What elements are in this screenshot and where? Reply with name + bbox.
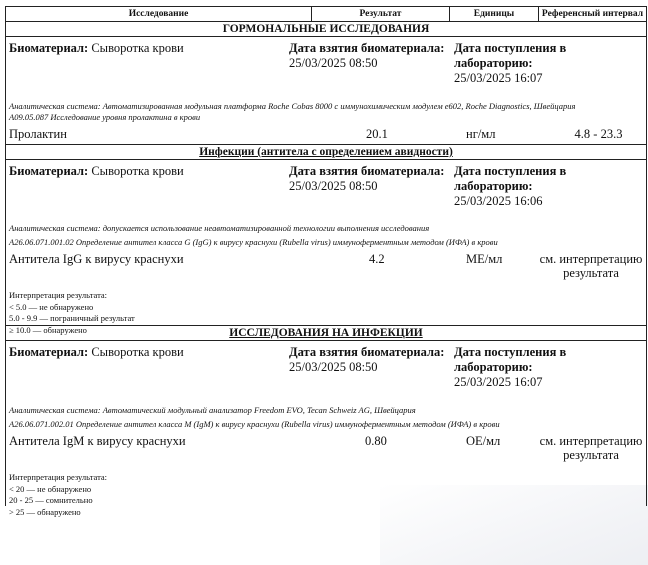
- section-title: ИССЛЕДОВАНИЯ НА ИНФЕКЦИИ: [6, 326, 646, 341]
- result-value: 4.2: [369, 252, 385, 266]
- method-code: A26.06.071.002.01 Определение антител класса M (IgM) к вирусу краснухи (Rubella virus) иммуноферментным методом (ИФА) в крови: [9, 419, 500, 429]
- received-label: Дата поступления в лабораторию:: [454, 164, 567, 193]
- received-value: 25/03/2025 16:07: [454, 71, 543, 85]
- interpretation-line: < 5.0 — не обнаружено: [9, 301, 94, 312]
- analytic-system: Аналитическая система: Автоматический модульный анализатор Freedom EVO, Tecan Schweiz AG, Швейцария: [9, 405, 416, 415]
- taken-value: 25/03/2025 08:50: [289, 360, 378, 374]
- analytic-system: Аналитическая система: Автоматизированная модульная платформа Roche Cobas 8000 с иммунохимическим модулем e602, Roche Diagnostics, Швейцария: [9, 101, 576, 111]
- bio-label: Биоматериал:: [9, 164, 89, 178]
- received-value: 25/03/2025 16:06: [454, 194, 543, 208]
- bio-value: Сыворотка крови: [91, 41, 184, 55]
- interpretation: [6, 472, 646, 518]
- biomaterial-row: [6, 345, 646, 390]
- bio-value: Сыворотка крови: [91, 164, 184, 178]
- interpretation-line: 20 - 25 — сомнительно: [9, 495, 93, 505]
- taken-label: Дата взятия биоматериала:: [289, 164, 445, 178]
- test-name: Пролактин: [9, 127, 67, 141]
- section-title: Инфекции (антитела с определением авидности): [6, 145, 646, 160]
- test-name: Антитела IgG к вирусу краснухи: [9, 252, 184, 266]
- interpretation-line: Интерпретация результата:: [9, 472, 108, 482]
- result-row: [6, 434, 646, 462]
- result-value: 0.80: [365, 434, 387, 448]
- method-code: A26.06.071.001.02 Определение антител класса G (IgG) к вирусу краснухи (Rubella virus) иммуноферментным методом (ИФА) в крови: [9, 237, 498, 247]
- section-infections: [5, 325, 647, 517]
- test-name: Антитела IgM к вирусу краснухи: [9, 434, 186, 448]
- header-ref: Референсный интервал: [541, 9, 644, 19]
- result-value: 20.1: [366, 127, 388, 141]
- bio-label: Биоматериал:: [9, 41, 89, 55]
- reference-range: см. интерпретацию результата: [539, 252, 643, 280]
- section-hormonal: [5, 22, 647, 144]
- table-header: [5, 6, 647, 22]
- taken-value: 25/03/2025 08:50: [289, 179, 378, 193]
- result-row: [6, 252, 646, 280]
- biomaterial-row: [6, 164, 646, 209]
- biomaterial-row: [6, 41, 646, 86]
- lab-results-page: [5, 6, 647, 517]
- taken-label: Дата взятия биоматериала:: [289, 41, 445, 55]
- reference-range: см. интерпретацию результата: [539, 434, 643, 462]
- interpretation-line: ≥ 10.0 — обнаружено: [9, 324, 87, 335]
- received-value: 25/03/2025 16:07: [454, 375, 543, 389]
- received-label: Дата поступления в лабораторию:: [454, 41, 567, 70]
- taken-value: 25/03/2025 08:50: [289, 56, 378, 70]
- bio-value: Сыворотка крови: [91, 345, 184, 359]
- taken-label: Дата взятия биоматериала:: [289, 345, 445, 359]
- interpretation-line: > 25 — обнаружено: [9, 506, 81, 517]
- reference-range: 4.8 - 23.3: [574, 127, 623, 141]
- result-units: МЕ/мл: [466, 252, 503, 266]
- header-result: Результат: [312, 7, 450, 21]
- received-label: Дата поступления в лабораторию:: [454, 345, 567, 374]
- interpretation-line: 5.0 - 9.9 — пограничный результат: [9, 313, 135, 323]
- section-title: ГОРМОНАЛЬНЫЕ ИССЛЕДОВАНИЯ: [6, 22, 646, 37]
- interpretation-line: Интерпретация результата:: [9, 290, 108, 300]
- method-code: A09.05.087 Исследование уровня пролактина в крови: [9, 112, 201, 122]
- interpretation-line: < 20 — не обнаружено: [9, 483, 92, 494]
- bio-label: Биоматериал:: [9, 345, 89, 359]
- result-row: [6, 127, 646, 142]
- result-units: ОЕ/мл: [466, 434, 501, 448]
- header-units: Единицы: [450, 7, 539, 21]
- header-test: Исследование: [6, 7, 312, 21]
- result-units: нг/мл: [466, 127, 496, 141]
- analytic-system: Аналитическая система: допускается использование неавтоматизированной технологии выполнения исследования: [9, 223, 430, 233]
